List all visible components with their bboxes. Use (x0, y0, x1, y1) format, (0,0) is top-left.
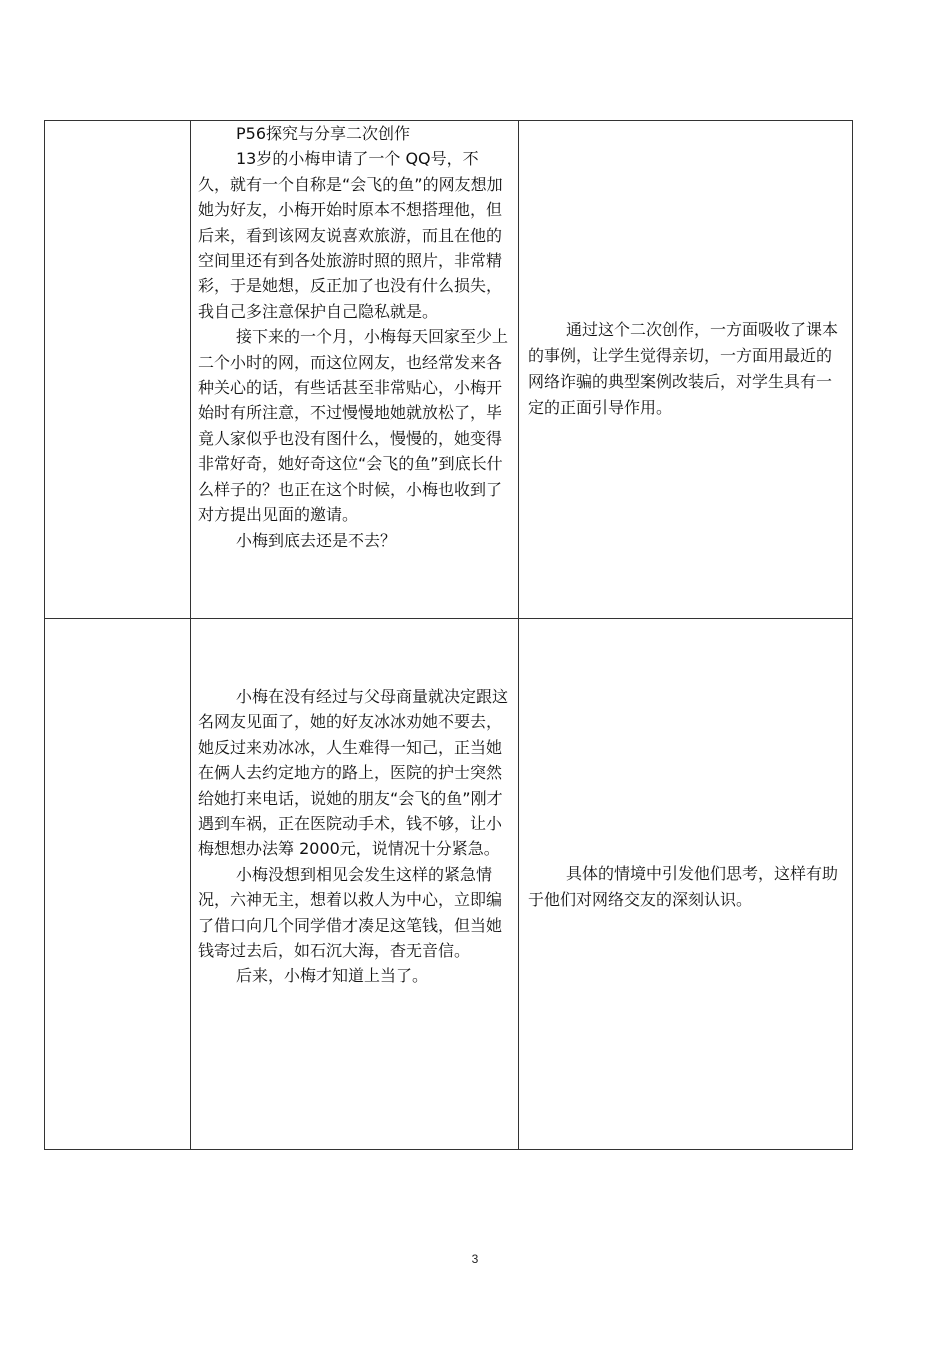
story-paragraph: 13岁的小梅申请了一个 QQ号，不久，就有一个自称是“会飞的鱼”的网友想加她为好友，小梅开始时原本不想搭理他，但后来，看到该网友说喜欢旅游，而且在他的空间里还有到各处旅游时照的照片，非常精彩，于是她想，反正加了也没有什么损失，我自己多注意保护自己隐私就是。 (198, 149, 503, 321)
table-row (45, 121, 853, 619)
story-paragraph: 后来，小梅才知道上当了。 (236, 966, 429, 986)
row1-content-cell (191, 121, 519, 619)
row2-note-cell (519, 619, 853, 1150)
row2-label-cell (45, 619, 191, 1150)
row1-note-cell (519, 121, 853, 619)
section-heading: P56探究与分享二次创作 (236, 124, 411, 143)
lesson-table (44, 120, 853, 1150)
story-paragraph: 小梅在没有经过与父母商量就决定跟这名网友见面了，她的好友冰冰劝她不要去，她反过来劝冰冰，人生难得一知己，正当她在俩人去约定地方的路上，医院的护士突然给她打来电话，说她的朋友“会飞的鱼”刚才遇到车祸，正在医院动手术，钱不够，让小梅想想办法筹 2000元，说情况十分紧急。 (198, 687, 509, 859)
story-question: 小梅到底去还是不去？ (236, 530, 397, 550)
design-note: 通过这个二次创作，一方面吸收了课本的事例，让学生觉得亲切，一方面用最近的网络诈骗的典型案例改装后，对学生具有一定的正面引导作用。 (528, 320, 839, 417)
design-note: 具体的情境中引发他们思考，这样有助于他们对网络交友的深刻认识。 (528, 864, 839, 909)
story-paragraph: 接下来的一个月，小梅每天回家至少上二个小时的网，而这位网友，也经常发来各种关心的话，有些话甚至非常贴心，小梅开始时有所注意，不过慢慢地她就放松了，毕竟人家似乎也没有图什么，慢慢的，她变得非常好奇，她好奇这位“会飞的鱼”到底长什么样子的？也正在这个时候，小梅也收到了对方提出见面的邀请。 (198, 327, 509, 525)
page-number: 3 (471, 1252, 479, 1266)
story-paragraph: 小梅没想到相见会发生这样的紧急情况，六神无主，想着以救人为中心，立即编了借口向几个同学借才凑足这笔钱，但当她钱寄过去后，如石沉大海，杳无音信。 (198, 864, 503, 961)
table-row (45, 619, 853, 1150)
row2-content-cell (191, 619, 519, 1150)
row1-label-cell (45, 121, 191, 619)
